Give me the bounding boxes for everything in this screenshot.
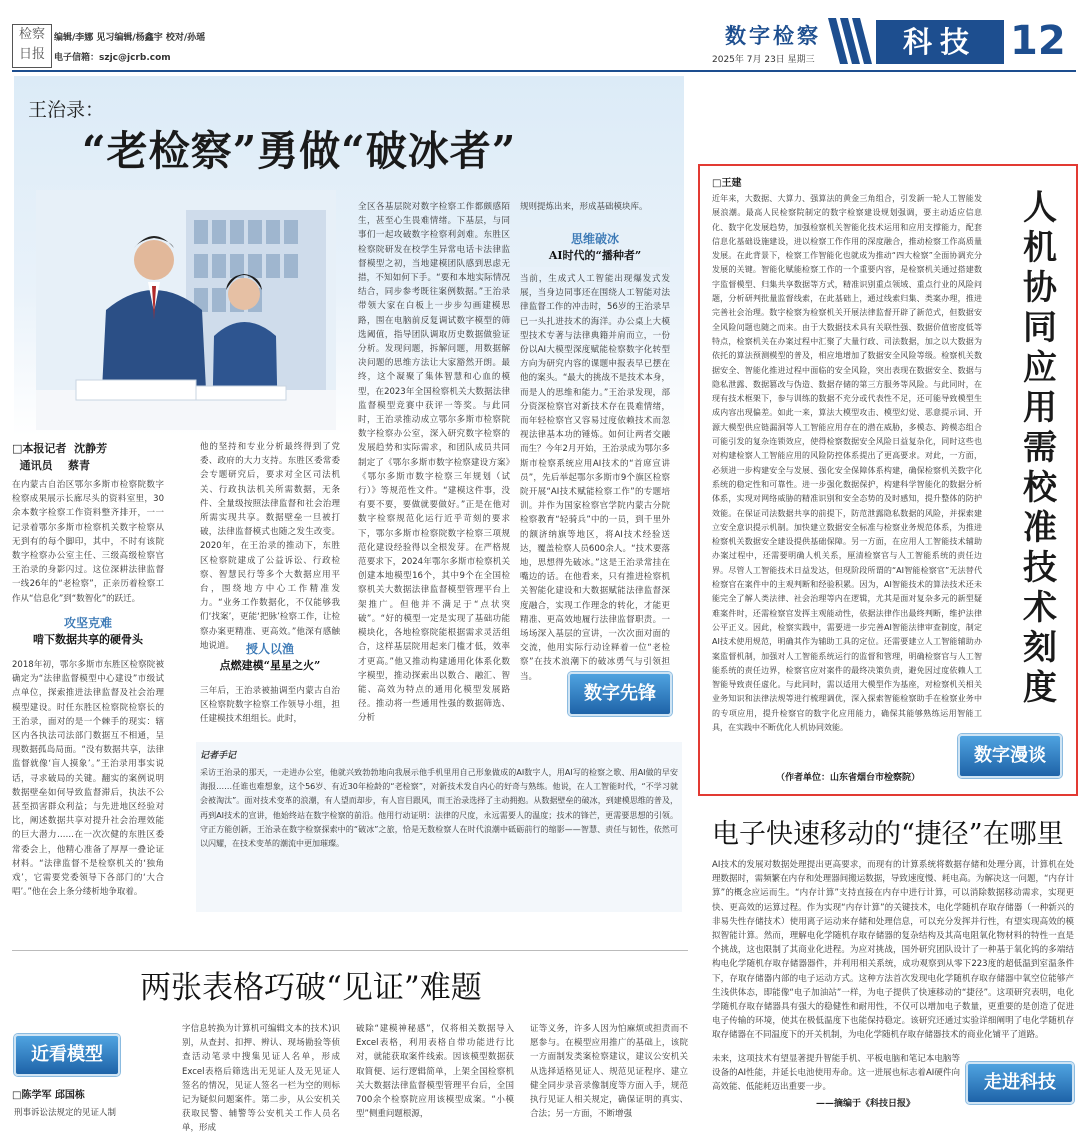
page-number: 12 <box>1010 18 1066 64</box>
subhead-3 <box>520 230 670 263</box>
lead-title: “老检察”勇做“破冰者” <box>82 127 517 175</box>
right-article-title: 人机协同应用需校准技术刻度 <box>1023 188 1057 708</box>
subhead-2 <box>200 640 340 673</box>
lead-photo <box>36 190 336 430</box>
subhead-3-title: AI时代的“播种者” <box>548 249 642 262</box>
subhead-2-title: 点燃建模“星星之火” <box>219 659 321 672</box>
electronic-article-body: AI技术的发展对数据处理提出更高要求，而现有的计算系统将数据存储和处理分离，计算机在处理数据时，需频繁在内存和处理器间搬运数据，导致速度慢、耗电高。为解决这一问题，“内存计算”的概念应运而生。“内存计算”支持直接在内存中进行计算，可以消除数据移动需求，实现更快、更高效的运算过程。作为实现“内存计算”的关键技术，电化学随机存取存储器（一种新兴的非易失性存储技术）使用离子运动来存储和处理信息，可以充分发挥并行性，有望实现高效的模拟智能计算。然而，理解电化学随机存取存储器的复杂结构及其高电阻氧化物材料的特性一直是个挑战，这也限制了其商业化进程。为应对挑战，国外研究团队设计了一种基于氧化钨的多端结构电化学随机存取存储器器件，并利用相关系统，成功观察到从零下223度的超低温到室温条件下，存取存储器内部的电子运动方式。这种方法首次发现电化学随机存取存储器中氧空位能够产生浅供体态，即能像“电子加油站”一样，为电子提供了快速移动的“捷径”。这项研究表明，电化学随机存取存储器具有强大的稳健性和耐用性，不仅可以增加电子数量，更重要的是创造了促进电子传输的环境，使其在极低温度下也能保持稳定。该研究还通过实验详细阐明了电化学随机存取存储器在不同温度下的开关机制，为电化学随机存取存储器技术的商业化铺平了道路。 <box>712 860 1074 1041</box>
byline-name-1: 沈静芳 <box>74 442 108 455</box>
subhead-2-kicker: 授人以渔 <box>245 642 294 656</box>
logo-text: 检察日报 <box>18 27 45 62</box>
tech-forward-badge: 走进科技 <box>966 1062 1074 1104</box>
lead-kicker: 王治录： <box>28 99 105 121</box>
byline-name-2: 蔡青 <box>68 459 90 472</box>
bottom-column-4: 证等义务，许多人因为怕麻烦或担责而不愿参与。在模型应用推广的基础上，该院一方面制发类案检察建议，建议公安机关从选择适格见证人、规范见证程序、建立健全同步录音录像制度等方面入手，规范执行见证人相关规定，确保证明的真实、合法；另一方面，不断增强 <box>530 1024 688 1120</box>
right-article-author: □王建 <box>712 178 742 189</box>
byline-role-2: 通讯员 <box>19 459 53 472</box>
email-line: 电子信箱：szjc@jcrb.com <box>54 53 171 63</box>
lead-column-4: 规则提炼出来，形成基础模块库。 <box>520 202 648 212</box>
lead-column-2: 他的坚持和专业分析最终得到了党委、政府的大力支持。东胜区委常委会专题研究后，要求对全区司法机关、行政执法机关所需数据，无条件、全量级按照法律监督和社会治理所需实现共享。数据壁垒一旦被打破，法律监督模式也随之发生改变。2020年，在王治录的推动下，东胜区检察院建成了公益诉讼、行政检察、智慧民行等多个大数据应用平台，围绕地方中心工作精准发力。“业务工作数据化，不仅能够我们‘找案’，更能‘把脉’检察工作，让检察办案更精准、更高效。”他深有感触地说道。 <box>200 442 340 651</box>
subhead-1-kicker: 攻坚克难 <box>63 616 112 630</box>
section-title: 数字检察 <box>725 24 821 48</box>
electronic-article-title: 电子快速移动的“捷径”在哪里 <box>712 819 1064 850</box>
reporter-note-body: 采访王治录的那天，一走进办公室，他就兴致勃勃地向我展示他手机里用自己形象做成的AI数字人，用AI写的检察之歌、用AI做的早安海报……任谁也难想象，这个56岁、有近30年检龄的“老检察”，对新技术发自内心的好奇与熟练。他说，在人工智能时代，“不学习就会被淘汰”。面对技术变革的浪潮，有人望而却步，有人盲目跟风，而王治录选择了主动拥抱。从数据壁垒的破冰，到建模思维的普及，再到AI技术的宣讲，他始终站在数字检察的前沿。他用行动证明：法律的尺度，永远需要人的温度；技术的锋芒，更需要思想的引领。守正方能创新，王治录在数字检察探索中的“破冰”之旅，恰是无数检察人在时代浪潮中砥砺前行的缩影——智慧、责任与韧性，依然可以闪耀，在技术变革的潮流中更加璀璨。 <box>200 768 678 849</box>
bottom-column-3: 破除“建模神秘感”，仅将相关数据导入Excel表格，利用表格自带功能进行比对，就能获取案件线索。因该模型数据获取简便、运行逻辑简单，上架全国检察机关大数据法律监督模型管理平台后，全国700余个检察院应用该模型成案。“小模型”侧重问题根源， <box>356 1024 514 1120</box>
electronic-article-signature: ——摘编于《科技日报》 <box>816 1099 916 1109</box>
bottom-column-2: 字信息转换为计算机可编辑文本的技术)识别，从查封、扣押、辨认、现场勘验等侦查活动笔录中搜集见证人名单，形成Excel表格后筛选出无见证人及无见证人签名的情况，见证人签名一栏为空的则标记为疑似问题案件。第二步，从公安机关获取民警、辅警等公安机关工作人员名单，形成 <box>182 1024 340 1134</box>
bottom-column-1: 刑事诉讼法规定的见证人制 <box>14 1108 117 1118</box>
subhead-1 <box>12 614 164 647</box>
right-article-signature: （作者单位：山东省烟台市检察院） <box>776 773 921 783</box>
reporter-note-heading: 记者手记 <box>200 751 237 761</box>
lead-column-3: 全区各基层院对数字检察工作都颇感陌生，甚至心生畏难情绪。下基层，与同事们一起攻破数字检察利剑难。东胜区检察院研发在校学生异常电话卡法律监督模型之初，当地建模团队感到思虑无措，不知如何下手。“要和本地实际情况结合，同步参考既往案例数据。”王治录带领大家在白板上一步步勾画建模思路，围在电脑前反复调试数字模型的筛选阈值，指导团队调取历史数据做验证分析。发现问题，拆解问题，用数据解决问题的思维方法让大家豁然开朗。最终，这个凝聚了集体智慧和心血的模型，在2023年全国检察机关大数据法律监督模型竞赛中获评一等奖。与此同时，王治录推动成立鄂尔多斯市检察院数字检察办公室，深入研究数字检察的发展趋势和实际需求，和团队成员共同制定了《鄂尔多斯市数字检察建设方案》《鄂尔多斯市数字检察三年规划（试行）》等规范性文件。“建模这件事，没有要不要，要做就要做好。”正是在他对数字检察规范化运行近乎苛刻的要求下，鄂尔多斯市检察院数字检察三项规范化建设经验得以全根发芽。在严格规范要求下，2024年鄂尔多斯市检察机关创建本地模型16个，其中9个在全国检察机关大数据法律监督模型管理平台上架推广。但他并不满足于“点状突破”。“好的模型一定是实现了基础功能模块化，各地检察院能根据需求灵活组合，这样基层院用起来门槛才低，效率才更高。”他又推动构建通用化体系化数字模型，推动探索出以数合、融汇、智能、高效为特点的通用化模型发展路径。推动将一些通用性强的数据筛选、分析 <box>358 202 510 724</box>
issue-date: 2025年 7月 23日 星期三 <box>712 55 815 65</box>
bottom-divider <box>12 950 688 951</box>
section-name-box: 科技 <box>876 20 1004 64</box>
lead-column-2b: 三年后，王治录被抽调至内蒙古自治区检察院数字检察工作领导小组，担任建模技术组组长。此时， <box>200 686 340 725</box>
masthead-stripes <box>828 18 872 64</box>
near-model-badge: 近看模型 <box>14 1034 120 1076</box>
right-article-body: 近年来，大数据、大算力、强算法的黄金三角组合，引发新一轮人工智能发展浪潮。最高人民检察院制定的数字检察建设规划强调，要主动适应信息化、数字化发展趋势，加强检察机关智能化技术运用和应用支撑能力，配套信息化基础设施建设，进以检察工作作用的深度融合，推动检察工作高质量发展。在此背景下，检察工作智能化也就成为推动“四大检察”全面协调充分发展的关键。智能化赋能检察工作的一个重要内容，是检察机关通过搭建数字监督模型、归集共享数据等方式，精准识别重点领域、重点行业的风险问题，分析研判批量监督线索，在此基础上，通过线索归集、类案办理，推进完善社会治理。数字检察为检察机关开展法律监督开辟了新范式，但数据安全风险问题也随之而来。由于大数据技术具有关联性强、数据价值密度低等特点，检察机关在办案过程中汇聚了大量行政、司法数据，加之以大数据为依托的算法预测模型的普及，相应地增加了数据安全风险等级。检察机关数据安全、智能化推进过程中面临的安全风险，突出表现在数据安全、数据与隐私泄露、数据篡改与伪造、数据存储的第三方服务等风险。与此同时，在现有技术框架下，参与训练的数据不充分或代表性不足，还可能导致模型生成内容出现偏差。如此一来，算法大模型攻击、模型幻觉、恶意提示词、开源大模型供应链漏洞等人工智能应用存在的潜在威胁，多模态、跨模态组合可能引发的复杂连锁效应，使得检察数据安全风险日益复杂化，同时这些也对构建检察人工智能应用的风险防控体系提出了更高要求。对此，一方面，必须进一步构建安全与发展、强化安全保障体系构建，确保检察机关数字化系统的稳定性和可靠性。进一步强化数据保护，构建科学智能化的数据分析体系，实现对网络威胁的精准识别和安全态势的及时感知，提升整体的防护效能。在保证司法数据共享的前提下，防范泄露隐私数据的风险，并探索建立安全意识提示机制。加快建立数据安全标准与检察业务规范体系，为推进检察机关数据安全建设提供基础保障。另一方面，在应用人工智能技术辅助办案过程中，还需要明确人机关系，厘清检察官与人工智能系统的责任边界。尽管人工智能技术日益发达，但现阶段所谓的“AI智能检察官”无法替代检察官在案件中的主观判断和经验积累。因为，AI智能技术的算法技术还未能完全了解人类法律、社会治理等内在逻辑，尤其是面对复杂多元的新型疑难案件时，还需检察官发挥主观能动性，依据法律作出最终判断，维护法律公平正义。因此，检察实践中，需要进一步完善AI智能法律审查制度，制定AI技术使用规范，明确其作为辅助工具的定位。还需要建立人工智能辅助办案监督机制，加强对人工智能系统运行的监督和管理，明确检察官与人工智能系统的责任边界，检察官应对案件的最终决策负责，避免因过度依赖人工智能导致责任虚化。与此同时，需以适用大模型作为基座，对检察机关相关业务知识和法律法规等进行梳理调优，深入探索智能检察助手在检察业务中的专项应用，提升检察官的数字化应用能力，确保其能够熟练运用智能工具，在实践中不断优化人机协同效能。 <box>712 194 982 732</box>
byline-role-1: 本报记者 <box>22 442 67 455</box>
lead-column-1b: 2018年初，鄂尔多斯市东胜区检察院被确定为“法律监督模型中心建设”市级试点单位，探索推进法律监督及社会治理模型建设。时任东胜区检察院检察长的王治录，面对的是一个棘手的现实：辖区内各执法司法部门数据互不相通，呈现数据孤岛局面。“没有数据共享，法律监督就像‘盲人摸象’。”王治录用事实说话，寻求破局的关键。翻实的案例说明数据壁垒如何导致监督滞后，执法不公甚至损害群众利益；与先进地区经验对比，阐述数据共享对提升社会治理效能的巨大潜力……在一次次健的东胜区委常委会上，他精心准备了厚厚一叠论证材料。“法律监督不是检察机关的‘独角戏’，它需要党委领导下各部门的‘大合唱’。”他在会上条分缕析地争取着。 <box>12 660 164 898</box>
newspaper-logo <box>12 24 52 68</box>
digital-pioneer-badge: 数字先锋 <box>568 672 672 716</box>
lead-column-1: 在内蒙古自治区鄂尔多斯市检察院数字检察成果展示长廊尽头的资料室里，30余本数字检察工作资料整齐排开，一一记录着鄂尔多斯市检察机关数字检察从无到有的每个脚印，其中，不时有该院数字检察办公室主任、三级高级检察官王治录的身影闪过。这位深耕法律监督一线26年的“老检察”，正亲历着检察工作从“信息化”到“数智化”的跃迁。 <box>12 480 164 604</box>
lead-column-4b: 当前，生成式人工智能出现爆发式发展，当身边同事还在围绕人工智能对法律监督工作的冲击时，56岁的王治录早已一头扎进技术的海洋。办公桌上大模型技术专著与法律典籍并肩而立，一份份以AI大模型深度赋能检察数字化转型方向为研究内容的课题申报表早已摆在他的案头。“最大的挑战不是技术本身，而是人的思维和能力。”王治录发现，部分资深检察官对新技术存在畏难情绪，而年轻检察官又容易过度依赖技术而忽视法律基本功的锤炼。如何让两者交融而生？今年2月开始，王治录成为鄂尔多斯市检察系统应用AI技术的“首席宣讲员”，先后举起鄂尔多斯市9个旗区检察院开展“AI技术赋能检察工作”的专题培训。并作为国家检察官学院内蒙古分院检察教育“轻骑兵”中的一员，到千里外的额济纳旗等地区，将AI技术经验送达，覆盖检察人员600余人。“技术要落地，思想得先破冰。”这是王治录常挂在嘴边的话。在他看来，只有推进检察机关智能化建设和大数据赋能法律监督深度融合，实现工作理念的转化，才能更精准、更高效地履行法律监督职责。一场场深入基层的宣讲，一次次面对面的交流，他用实际行动诠释着一位“老检察”在技术浪潮下的破冰勇气与引领担当。 <box>520 274 670 682</box>
subhead-1-title: 啃下数据共享的硬骨头 <box>33 633 143 646</box>
masthead-rule <box>12 70 1076 72</box>
lead-byline: □本报记者 沈静芳 通讯员 蔡青 <box>12 442 108 472</box>
bottom-article-byline: □陈学军 邱国栋 <box>12 1090 85 1101</box>
electronic-article-body-2: 未来，这项技术有望显著提升智能手机、平板电脑和笔记本电脑等设备的AI性能，并延长电池使用寿命。这一进展也标志着AI硬件向高效能、低能耗迈出重要一步。 <box>712 1054 960 1093</box>
digital-talk-badge: 数字漫谈 <box>958 734 1062 778</box>
subhead-3-kicker: 思维破冰 <box>570 232 619 246</box>
bottom-article-title: 两张表格巧破“见证”难题 <box>140 970 482 1006</box>
editors-line: 编辑/李娜 见习编辑/杨鑫宇 校对/孙瑶 <box>54 33 206 43</box>
